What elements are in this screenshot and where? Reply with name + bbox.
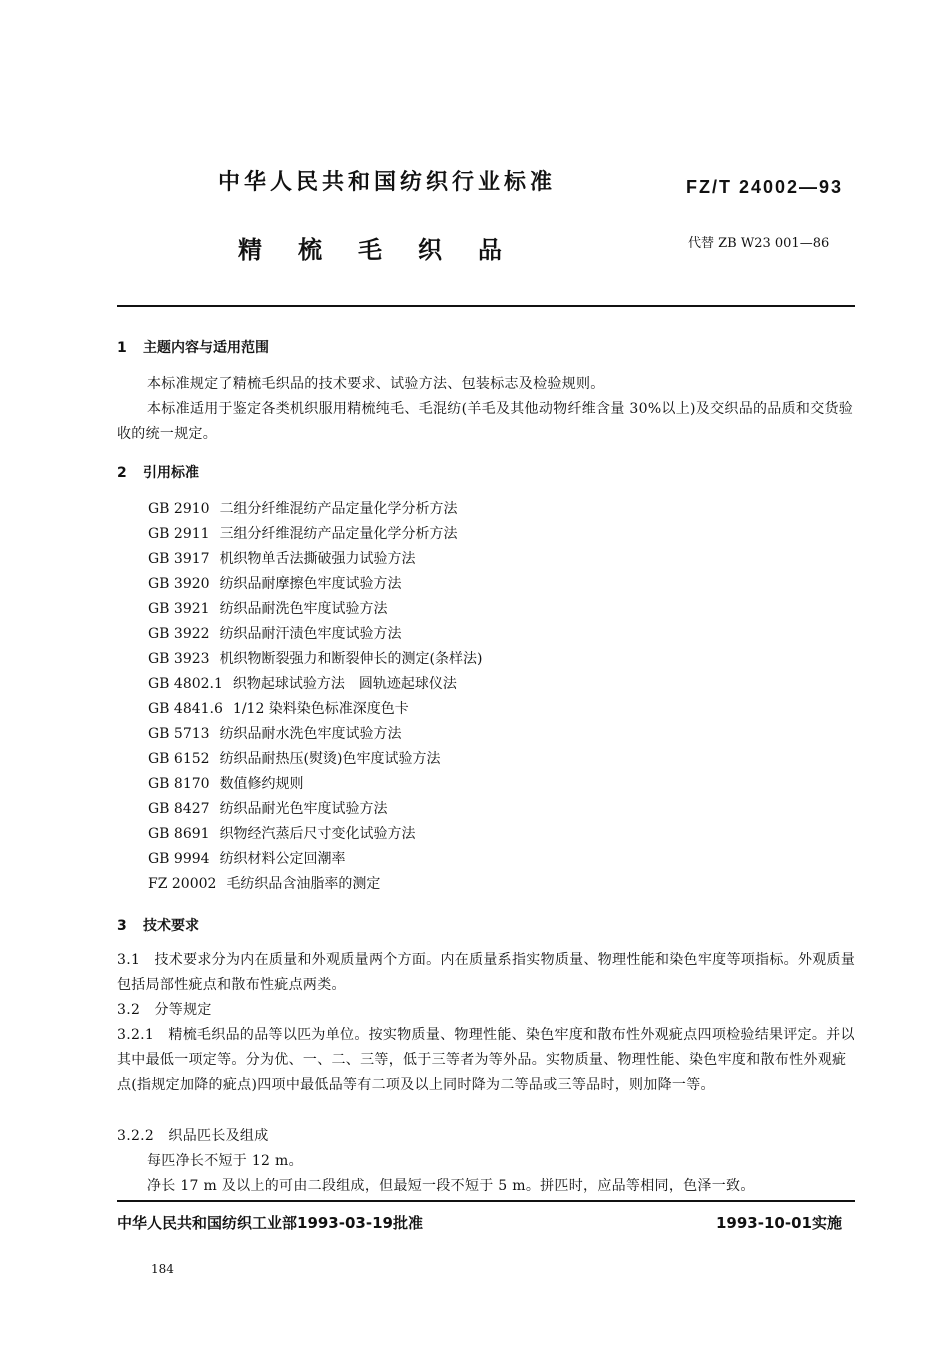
- reference-item: [148, 497, 483, 522]
- section-2-number: 2: [117, 465, 127, 481]
- reference-code: GB 3922: [148, 626, 210, 642]
- footer-divider: [117, 1200, 855, 1202]
- section-1-number: 1: [117, 340, 127, 356]
- reference-item: [148, 572, 483, 597]
- reference-item: [148, 747, 483, 772]
- reference-title: 毛纺织品含油脂率的测定: [226, 876, 381, 892]
- reference-title: 机织物单舌法撕破强力试验方法: [219, 551, 416, 567]
- reference-code: GB 8691: [148, 826, 210, 842]
- document-title: 精梳毛织品: [238, 236, 538, 264]
- reference-code: GB 6152: [148, 751, 210, 767]
- reference-code: GB 3917: [148, 551, 210, 567]
- section-1-paragraph-1: 本标准规定了精梳毛织品的技术要求、试验方法、包装标志及检验规则。: [147, 376, 605, 392]
- reference-code: GB 3923: [148, 651, 210, 667]
- section-1-heading: [117, 337, 269, 357]
- reference-code: GB 2910: [148, 501, 210, 517]
- reference-item: [148, 722, 483, 747]
- clause-3-2-heading: 3.2 分等规定: [117, 1002, 212, 1018]
- section-2-heading: [117, 462, 199, 482]
- reference-title: 三组分纤维混纺产品定量化学分析方法: [219, 526, 458, 542]
- clause-3-2-2-heading: 3.2.2 织品匹长及组成: [117, 1128, 269, 1144]
- reference-code: GB 5713: [148, 726, 210, 742]
- reference-item: [148, 672, 483, 697]
- reference-title: 纺织材料公定回潮率: [219, 851, 346, 867]
- section-3-heading: [117, 915, 199, 935]
- reference-item: [148, 822, 483, 847]
- section-2-title: 引用标准: [143, 465, 199, 481]
- reference-title: 纺织品耐汗渍色牢度试验方法: [219, 626, 402, 642]
- header-divider: [117, 305, 855, 307]
- reference-code: GB 4802.1: [148, 676, 223, 692]
- reference-item: [148, 647, 483, 672]
- reference-item: [148, 547, 483, 572]
- page-number: 184: [151, 1262, 174, 1276]
- piece-length-paragraph-1: 每匹净长不短于 12 m。: [147, 1153, 303, 1169]
- reference-code: FZ 20002: [148, 876, 217, 892]
- implementation-date: 1993-10-01实施: [716, 1214, 842, 1232]
- clause-3-1: 3.1 技术要求分为内在质量和外观质量两个方面。内在质量系指实物质量、物理性能和染色牢度等项指标。外观质量包括局部性疵点和散布性疵点两类。: [117, 952, 856, 993]
- replaces-standard: 代替 ZB W23 001—86: [688, 236, 830, 251]
- section-3-number: 3: [117, 918, 127, 934]
- referenced-standards-list: [148, 497, 483, 897]
- reference-code: GB 8427: [148, 801, 210, 817]
- reference-title: 纺织品耐光色牢度试验方法: [219, 801, 388, 817]
- reference-title: 二组分纤维混纺产品定量化学分析方法: [219, 501, 458, 517]
- approval-line: 中华人民共和国纺织工业部1993-03-19批准: [117, 1214, 423, 1232]
- reference-code: GB 3920: [148, 576, 210, 592]
- reference-item: [148, 597, 483, 622]
- reference-title: 机织物断裂强力和断裂伸长的测定(条样法): [219, 651, 483, 667]
- piece-length-paragraph-2: 净长 17 m 及以上的可由二段组成，但最短一段不短于 5 m。拼匹时，应品等相同，色泽一致。: [147, 1178, 755, 1194]
- reference-title: 织物起球试验方法 圆轨迹起球仪法: [232, 676, 457, 692]
- clause-3-2-1: 3.2.1 精梳毛织品的品等以匹为单位。按实物质量、物理性能、染色牢度和散布性外观疵点四项检验结果评定。并以其中最低一项定等。分为优、一、二、三等，低于三等者为等外品。实物质量、物理性能、染色牢度和散布性外观疵点(指规定加降的疵点)四项中最低品等有二项及以上同时降为二等品或三等品时，则加降一等。: [117, 1027, 855, 1093]
- reference-code: GB 4841.6: [148, 701, 223, 717]
- reference-code: GB 2911: [148, 526, 210, 542]
- reference-title: 数值修约规则: [219, 776, 304, 792]
- reference-item: [148, 797, 483, 822]
- reference-title: 1/12 染料染色标准深度色卡: [232, 701, 409, 717]
- reference-code: GB 8170: [148, 776, 210, 792]
- reference-item: [148, 847, 483, 872]
- reference-title: 纺织品耐摩擦色牢度试验方法: [219, 576, 402, 592]
- reference-title: 纺织品耐洗色牢度试验方法: [219, 601, 388, 617]
- reference-item: [148, 772, 483, 797]
- standard-number: FZ/T 24002—93: [686, 177, 844, 197]
- reference-item: [148, 697, 483, 722]
- reference-item: [148, 872, 483, 897]
- reference-title: 纺织品耐热压(熨烫)色牢度试验方法: [219, 751, 441, 767]
- reference-title: 纺织品耐水洗色牢度试验方法: [219, 726, 402, 742]
- standard-category-title: 中华人民共和国纺织行业标准: [218, 170, 557, 195]
- section-1-paragraph-2: 本标准适用于鉴定各类机织服用精梳纯毛、毛混纺(羊毛及其他动物纤维含量 30%以上)及交织品的品质和交货验收的统一规定。: [117, 401, 854, 442]
- reference-item: [148, 522, 483, 547]
- reference-item: [148, 622, 483, 647]
- section-1-title: 主题内容与适用范围: [143, 340, 269, 356]
- reference-code: GB 3921: [148, 601, 210, 617]
- reference-code: GB 9994: [148, 851, 210, 867]
- reference-title: 织物经汽蒸后尺寸变化试验方法: [219, 826, 416, 842]
- section-3-title: 技术要求: [143, 918, 199, 934]
